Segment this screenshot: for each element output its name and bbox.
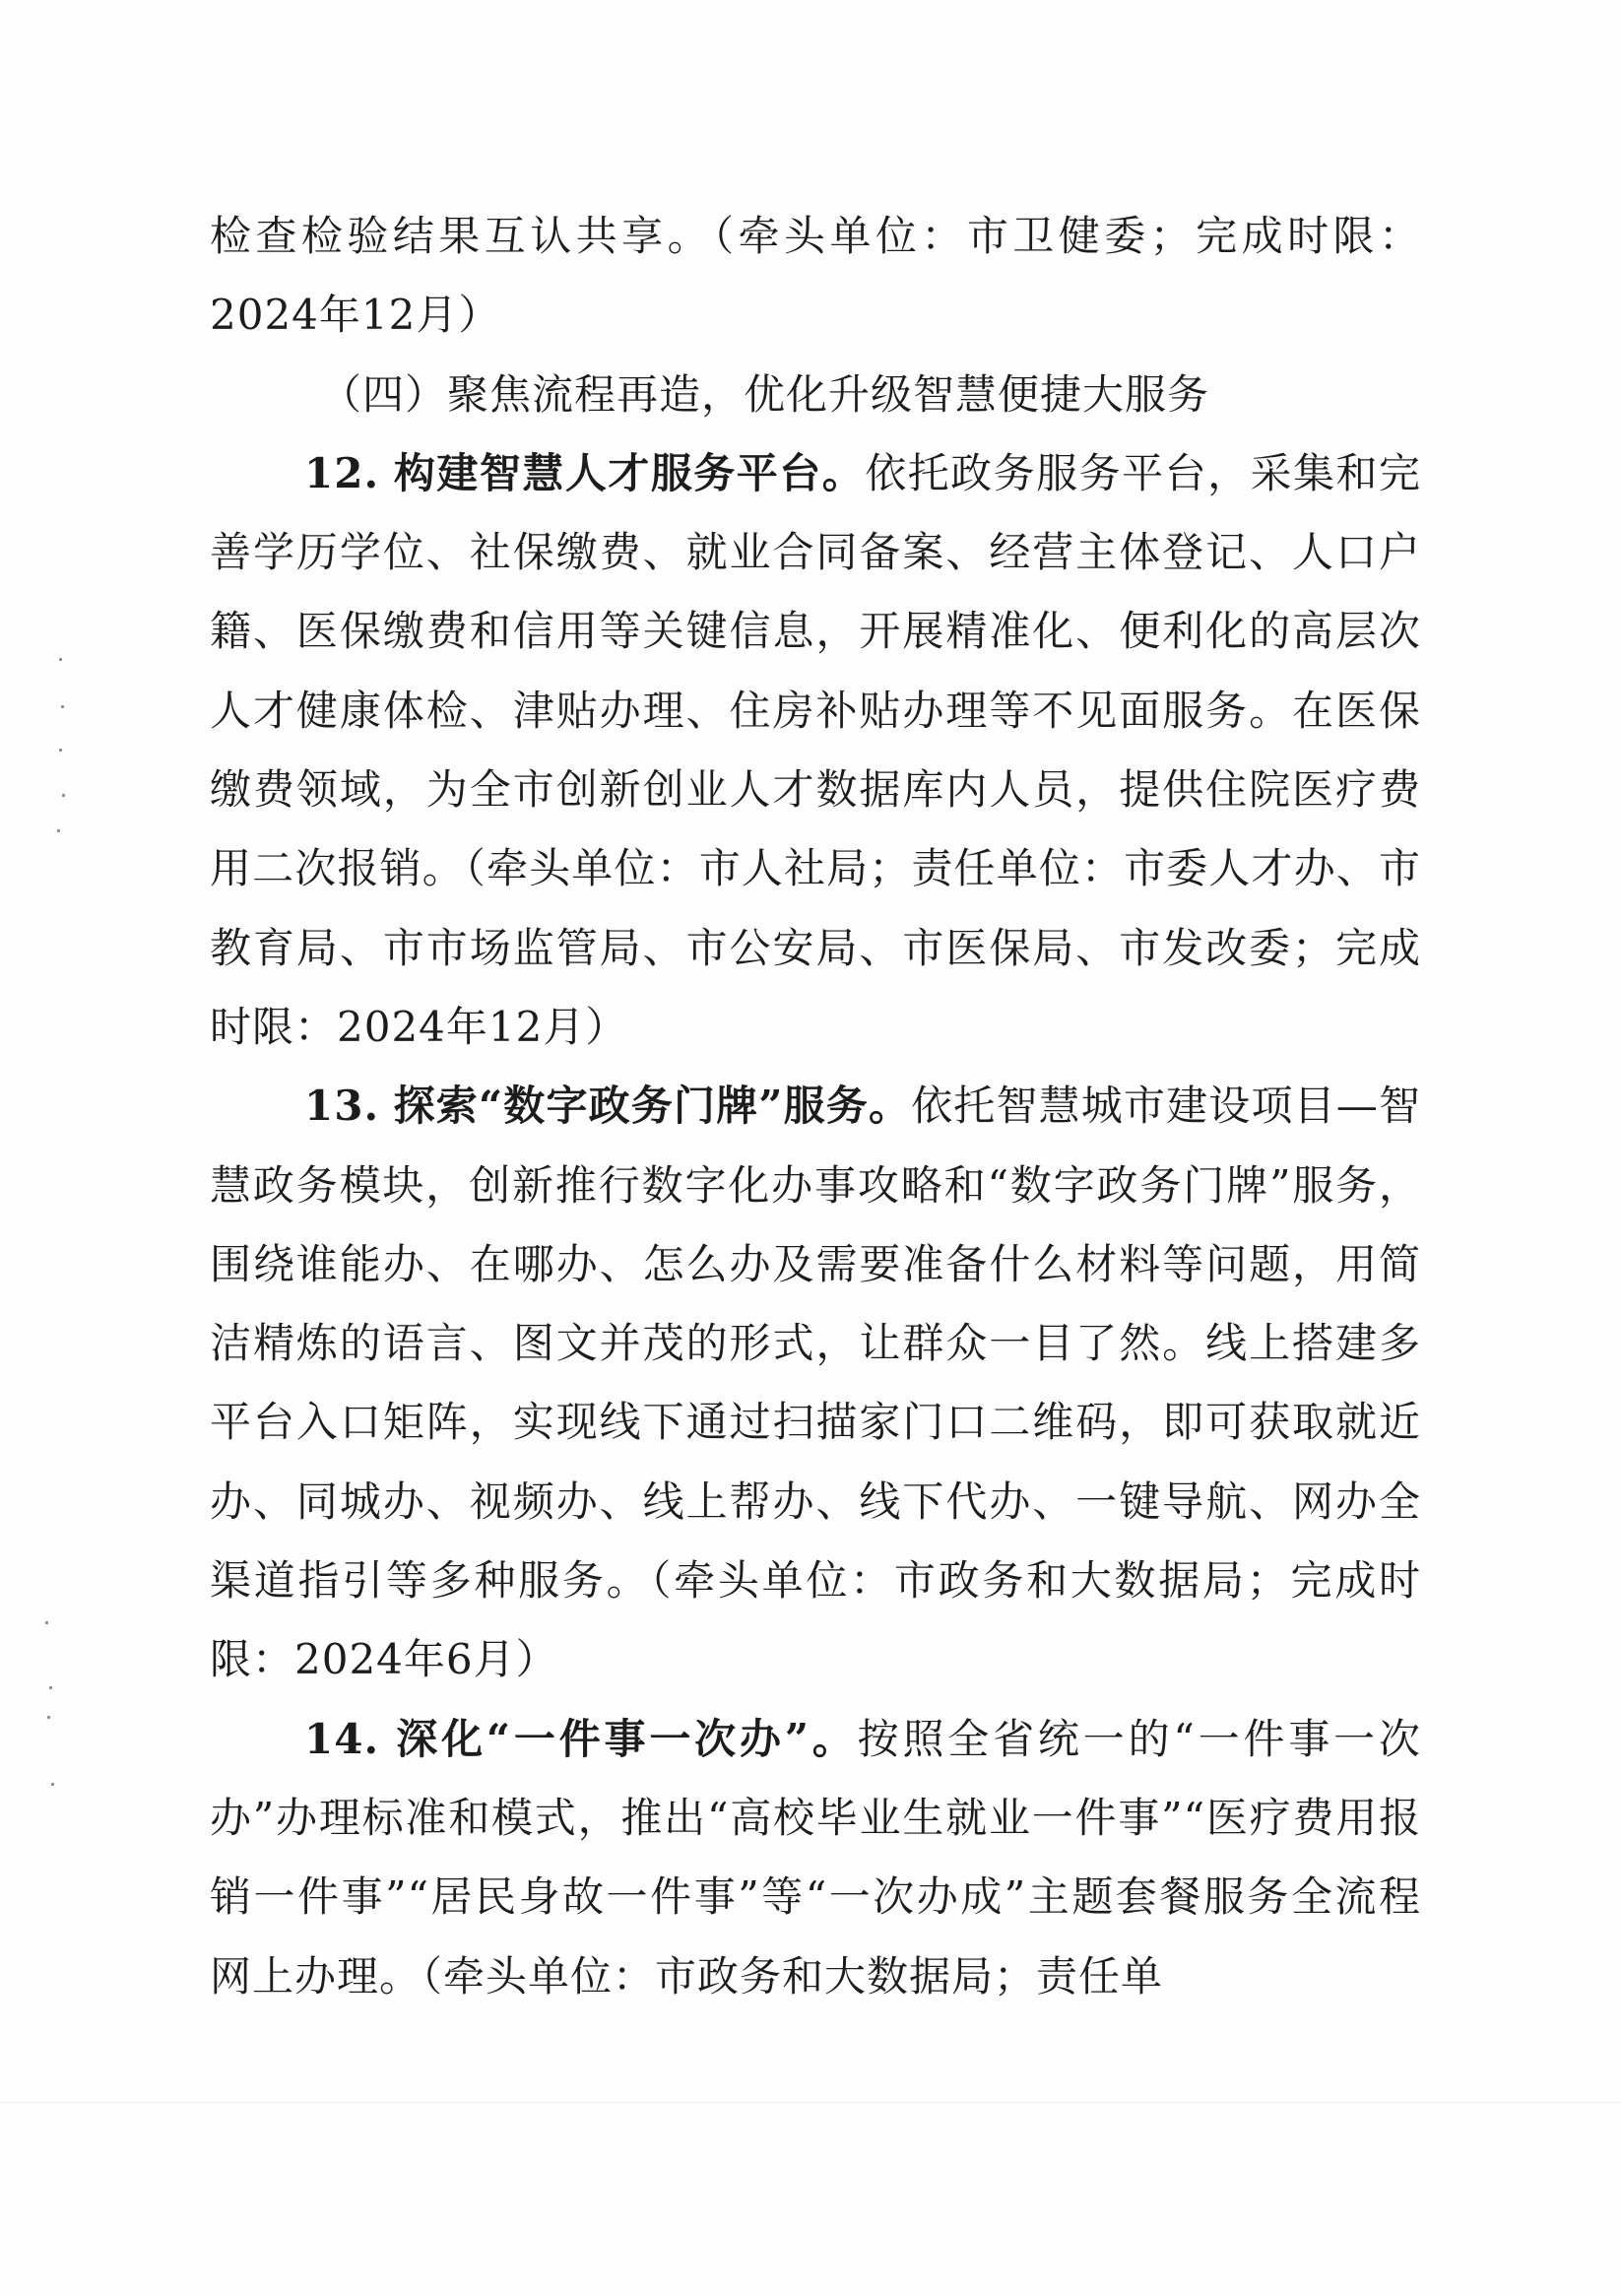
section-heading: （四）聚焦流程再造，优化升级智慧便捷大服务 [320, 369, 1210, 419]
item-lead: 构建智慧人才服务平台。 [393, 448, 866, 497]
item-paragraph-12 [210, 434, 1421, 1067]
scan-mark [47, 1716, 50, 1719]
scan-mark [59, 749, 62, 752]
continuation-paragraph: 检查检验结果互认共享。（牵头单位：市卫健委；完成时限：2024年12月） [210, 212, 1421, 340]
scan-edge-line [0, 2102, 1621, 2103]
item-number: 14. [304, 1714, 380, 1763]
item-number: 12. [304, 448, 380, 497]
scan-mark [57, 829, 60, 832]
item-paragraph-14 [210, 1700, 1421, 2016]
item-body: 依托政务服务平台，采集和完善学历学位、社保缴费、就业合同备案、经营主体登记、人口户籍、医保缴费和信用等关键信息，开展精准化、便利化的高层次人才健康体检、津贴办理、住房补贴办理等不见面服务。在医保缴费领域，为全市创新创业人才数据库内人员，提供住院医疗费用二次报销。（牵头单位：市人社局；责任单位：市委人才办、市教育局、市市场监管局、市公安局、市医保局、市发改委；完成时限：2024年12月） [210, 448, 1421, 1051]
scan-mark [49, 1686, 52, 1689]
scan-mark [51, 1783, 54, 1786]
scan-mark [45, 1621, 48, 1624]
item-body: 依托智慧城市建设项目—智慧政务模块，创新推行数字化办事攻略和“数字政务门牌”服务，围绕谁能办、在哪办、怎么办及需要准备什么材料等问题，用简洁精炼的语言、图文并茂的形式，让群众一目了然。线上搭建多平台入口矩阵，实现线下通过扫描家门口二维码，即可获取就近办、同城办、视频办、线上帮办、线下代办、一键导航、网办全渠道指引等多种服务。（牵头单位：市政务和大数据局；完成时限：2024年6月） [210, 1082, 1421, 1684]
scan-mark [62, 794, 65, 797]
document-body [210, 197, 1421, 2016]
item-body: 按照全省统一的“一件事一次办”办理标准和模式，推出“高校毕业生就业一件事”“医疗费用报销一件事”“居民身故一件事”等“一次办成”主题套餐服务全流程网上办理。（牵头单位：市政务和大数据局；责任单 [210, 1714, 1421, 2001]
scan-mark [61, 705, 64, 708]
scan-mark [59, 658, 62, 661]
item-lead: 深化“一件事一次办”。 [396, 1714, 858, 1763]
item-number: 13. [304, 1082, 380, 1131]
item-lead: 探索“数字政务门牌”服务。 [393, 1082, 912, 1131]
item-paragraph-13 [210, 1067, 1421, 1699]
